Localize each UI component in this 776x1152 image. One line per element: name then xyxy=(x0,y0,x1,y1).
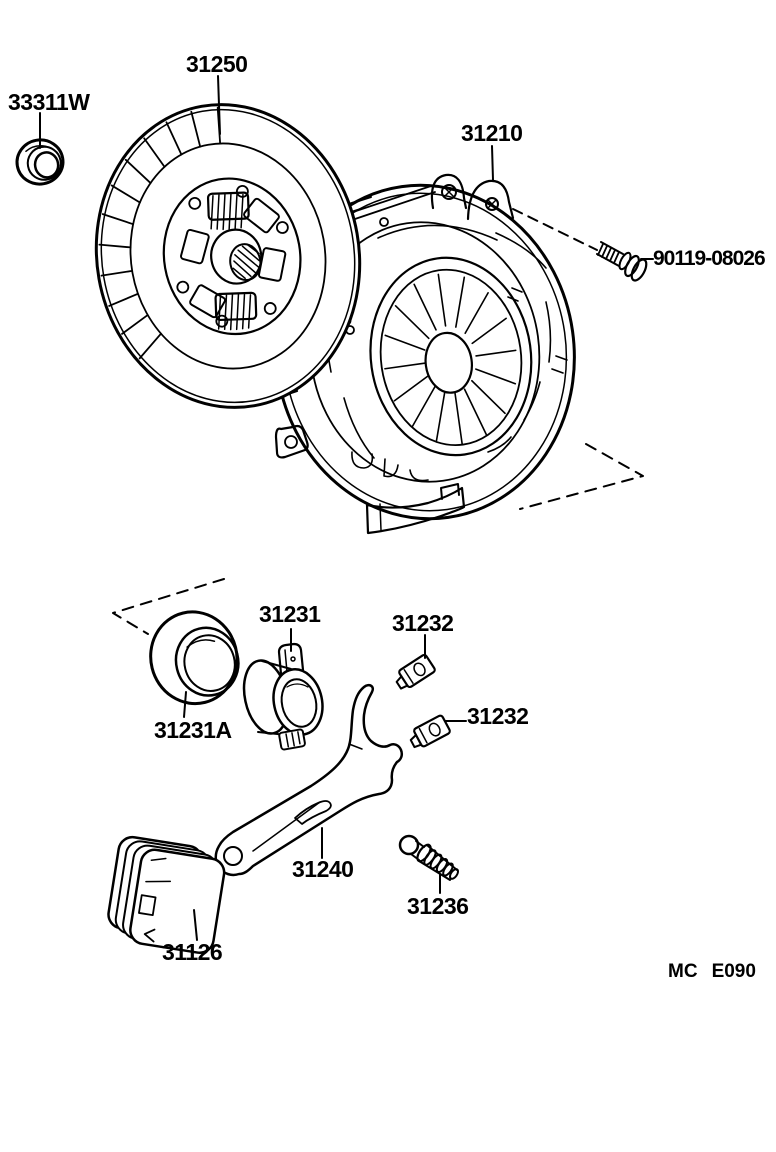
part-label-31232-upper: 31232 xyxy=(392,610,454,636)
release-bearing-drawing xyxy=(141,603,247,713)
retainer-clip-lower-drawing xyxy=(407,715,451,751)
part-label-31126: 31126 xyxy=(162,939,223,965)
part-label-31231: 31231 xyxy=(259,601,321,627)
release-bearing-hub-drawing xyxy=(238,644,329,750)
pivot-bolt-drawing xyxy=(400,836,460,880)
boot-drawing xyxy=(105,835,228,955)
retainer-clip-upper-drawing xyxy=(392,654,436,692)
part-label-90119-08026: 90119-08026 xyxy=(653,247,765,270)
part-label-31210: 31210 xyxy=(461,120,523,146)
part-label-31236: 31236 xyxy=(407,893,469,919)
part-label-31231a: 31231A xyxy=(154,717,232,743)
part-label-33311w: 33311W xyxy=(8,89,90,115)
diagram-code xyxy=(668,962,756,981)
flywheel-bolt-drawing xyxy=(597,242,649,283)
part-label-31250: 31250 xyxy=(186,51,248,77)
part-label-31240: 31240 xyxy=(292,856,354,882)
diagram-code-left: MC xyxy=(668,961,698,982)
diagram-code-right: E090 xyxy=(711,961,756,982)
part-label-31232-lower: 31232 xyxy=(467,703,529,729)
